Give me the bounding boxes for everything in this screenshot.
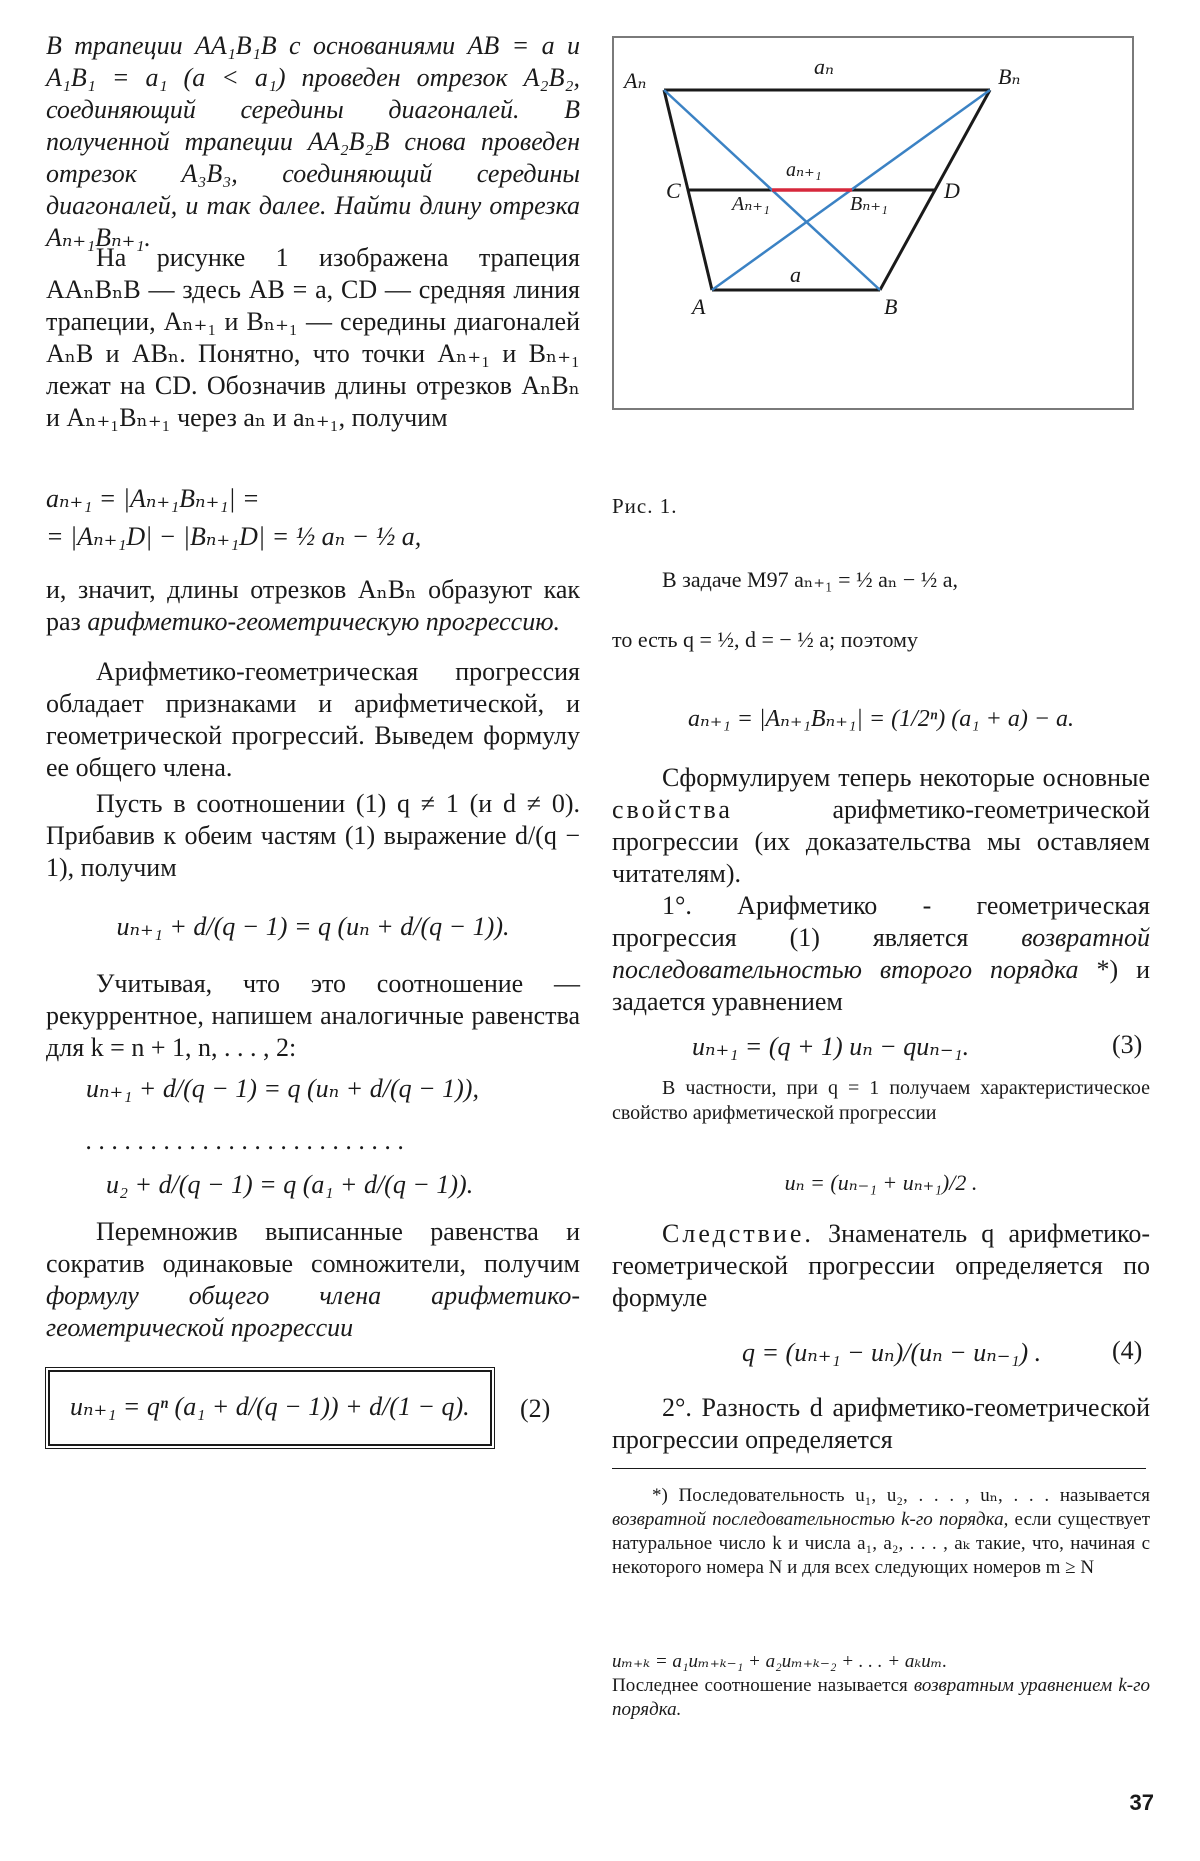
paragraph-property-1: 1°. Арифметико - геометрическая прогрессия (1) является возвратной последовательностью второго порядка *) и задается уравнением: [612, 891, 1150, 1016]
label-Bn1: Bₙ₊₁: [850, 193, 888, 215]
figure-caption: Рис. 1.: [612, 494, 678, 518]
label-an1: aₙ₊₁: [786, 159, 822, 181]
paragraph-progression-conclusion: и, значит, длины отрезков AₙBₙ образуют как раз арифметико-геометрическую прогрессию.: [46, 575, 580, 636]
paragraph-general-term: Перемножив выписанные равенства и сократив одинаковые сомножители, получим формулу общего члена арифметико-геометрической прогрессии: [46, 1217, 580, 1342]
label-B: B: [884, 294, 898, 319]
label-C: C: [666, 178, 681, 203]
footnote-conclusion: Последнее соотношение называется возвратным уравнением k-го порядка.: [612, 1675, 1150, 1720]
label-A: A: [692, 294, 706, 319]
footnote-definition: *) Последовательность u₁, u₂, . . . , uₙ, . . . называется возвратной последовательностью k-го порядка, если существует натуральное число k и числа a₁, a₂, . . . , aₖ такие, что, начиная с некоторого номера N и для всех следующих номеров m ≥ N: [612, 1485, 1150, 1578]
equation-number-4: (4): [1112, 1336, 1143, 1365]
paragraph-property-2: 2°. Разность d арифметико-геометрической прогрессии определяется: [612, 1393, 1150, 1454]
equation-number-2: (2): [520, 1394, 551, 1423]
paragraph-corollary: Следствие. Знаменатель q арифметико-геометрической прогрессии определяется по формуле: [612, 1219, 1150, 1312]
paragraph-properties-intro: Сформулируем теперь некоторые основные свойства арифметико-геометрической прогрессии (их доказательства мы оставляем читателям).: [612, 763, 1150, 888]
label-D: D: [944, 178, 960, 203]
equation-3: uₙ₊₁ = (q + 1) uₙ − quₙ₋₁.: [692, 1032, 970, 1061]
figure-trapezoid: [612, 36, 1134, 410]
paragraph-arithmetic-case: В частности, при q = 1 получаем характеристическое свойство арифметической прогрессии: [612, 1077, 1150, 1124]
equation-arithmetic-mean: uₙ = (uₙ₋₁ + uₙ₊₁)/2 .: [784, 1170, 978, 1195]
equation-an1-line2: = |Aₙ₊₁D| − |Bₙ₊₁D| = ½ aₙ − ½ a,: [46, 522, 422, 551]
equation-4: q = (uₙ₊₁ − uₙ)/(uₙ − uₙ₋₁) .: [742, 1338, 1042, 1367]
footnote-rule: [612, 1468, 1146, 1469]
equation-system-dots: . . . . . . . . . . . . . . . . . . . . . . . . .: [86, 1126, 405, 1155]
page-number: 37: [1129, 1790, 1154, 1815]
paragraph-recurrent: Учитывая, что это соотношение — рекуррентное, напишем аналогичные равенства для k = n + 1, n, . . . , 2:: [46, 969, 580, 1062]
paragraph-figure-description: На рисунке 1 изображена трапеция AAₙBₙB — здесь AB = a, CD — средняя линия трапеции, Aₙ₊₁ и Bₙ₊₁ — середины диагоналей AₙB и ABₙ. Понятно, что точки Aₙ₊₁ и Bₙ₊₁ лежат на CD. Обозначив длины отрезков AₙBₙ и Aₙ₊₁Bₙ₊₁ через aₙ и aₙ₊₁, получим: [46, 243, 580, 432]
paragraph-properties: Арифметико-геометрическая прогрессия обладает признаками и арифметической, и геометрической прогрессий. Выведем формулу ее общего члена.: [46, 657, 580, 782]
paragraph-derivation-start: Пусть в соотношении (1) q ≠ 1 (и d ≠ 0). Прибавив к обеим частям (1) выражение d/(q − 1), получим: [46, 789, 580, 882]
equation-m97-result: aₙ₊₁ = |Aₙ₊₁Bₙ₊₁| = (1/2ⁿ) (a₁ + a) − a.: [687, 706, 1075, 732]
boxed-general-term-formula: uₙ₊₁ = qⁿ (a₁ + d/(q − 1)) + d/(1 − q).: [70, 1392, 470, 1421]
problem-statement: В трапеции AA₁B₁B с основаниями AB = a и A₁B₁ = a₁ (a < a₁) проведен отрезок A₂B₂, соединяющий середины диагоналей. В полученной трапеции AA₂B₂B снова проведен отрезок A₃B₃, соединяющий середины диагоналей, и так далее. Найти длину отрезка Aₙ₊₁Bₙ₊₁.: [46, 31, 580, 252]
footnote-equation: uₘ₊ₖ = a₁uₘ₊ₖ₋₁ + a₂uₘ₊ₖ₋₂ + . . . + aₖuₘ.: [612, 1651, 948, 1672]
label-Bn: Bₙ: [998, 64, 1021, 89]
label-an-top: aₙ: [814, 54, 834, 79]
label-An: Aₙ: [624, 68, 647, 93]
equation-recurrence: uₙ₊₁ + d/(q − 1) = q (uₙ + d/(q − 1)).: [116, 912, 510, 941]
equation-an1-line1: aₙ₊₁ = |Aₙ₊₁Bₙ₊₁| =: [46, 484, 260, 513]
equation-system-first: uₙ₊₁ + d/(q − 1) = q (uₙ + d/(q − 1)),: [86, 1074, 479, 1103]
boxed-formula-frame: [48, 1370, 492, 1446]
label-An1: Aₙ₊₁: [732, 193, 770, 215]
trapezoid-diagram: [614, 38, 1132, 408]
paragraph-m97: В задаче М97 aₙ₊₁ = ½ aₙ − ½ a,: [662, 567, 959, 592]
label-a: a: [790, 262, 801, 287]
equation-number-3: (3): [1112, 1030, 1143, 1059]
paragraph-q-d-values: то есть q = ½, d = − ½ a; поэтому: [612, 627, 918, 652]
equation-system-last: u₂ + d/(q − 1) = q (a₁ + d/(q − 1)).: [106, 1170, 474, 1199]
